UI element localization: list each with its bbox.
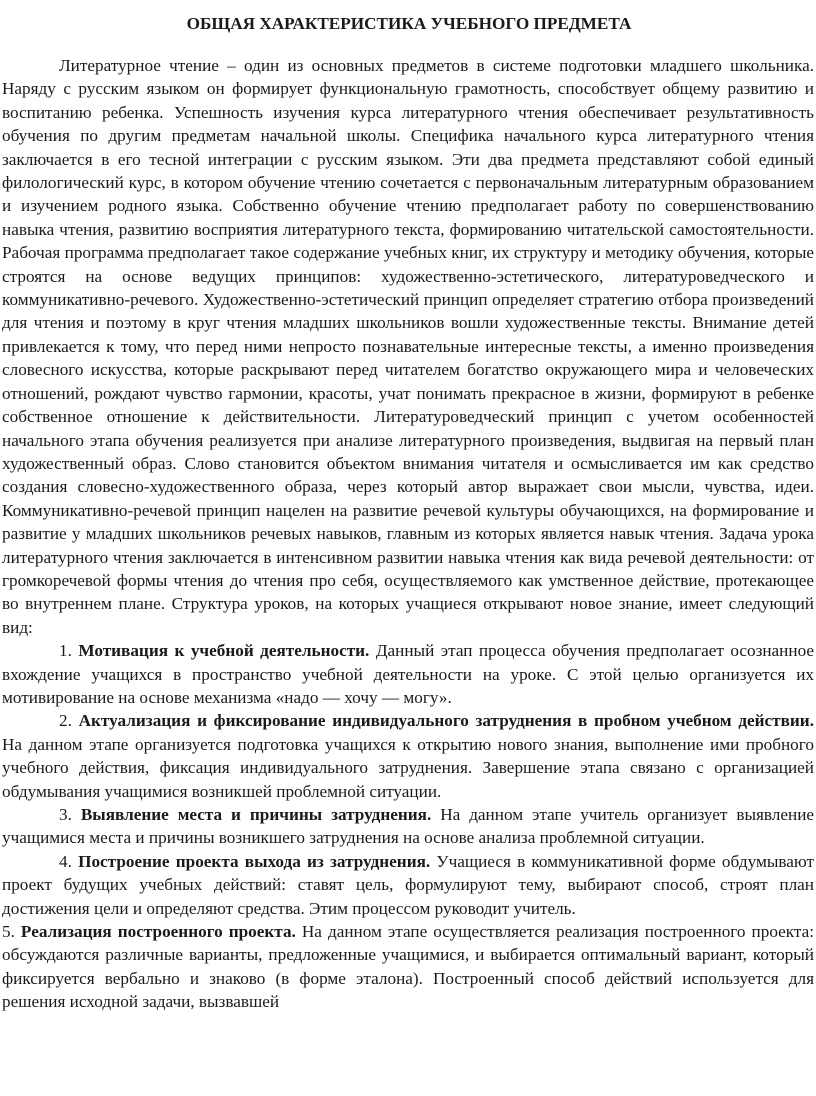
item-text: Данный этап процесса обучения предполагает осознанное вхождение учащихся в пространство учебной деятельности на уроке. С этой целью организуется их мотивирование на основе механизма «надо — хочу — могу». (2, 641, 815, 707)
item-text: На данном этапе учитель организует выявление учащимися места и причины возникшего затруднения на основе анализа проблемной ситуации. (2, 805, 815, 848)
list-item (2, 709, 814, 803)
item-heading: Мотивация к учебной деятельности. (78, 641, 370, 661)
list-item (2, 639, 814, 709)
item-heading: Реализация построенного проекта. (20, 922, 296, 942)
item-number: 2. (59, 711, 72, 731)
item-number: 3. (59, 805, 72, 824)
item-heading: Выявление места и причины затруднения. (80, 805, 432, 824)
list-item (2, 850, 814, 920)
list-item (2, 920, 814, 1014)
item-number: 5. (2, 922, 15, 942)
item-number: 4. (59, 851, 72, 871)
item-number: 1. (59, 641, 72, 661)
item-heading: Актуализация и фиксирование индивидуального затруднения в пробном учебном действии. (78, 711, 815, 731)
item-text: На данном этапе организуется подготовка учащихся к открытию нового знания, выполнение ими пробного учебного действия, фиксация индивидуального затруднения. Завершение этапа связано с организацией обдумывания учащимися возникшей проблемной ситуации. (2, 734, 814, 801)
item-text: Учащиеся в коммуникативной форме обдумывают проект будущих учебных действий: ставят цель, формулируют тему, выбирают способ, строят план достижения цели и определяют средства. Этим процессом руководит учитель. (2, 851, 815, 918)
item-text: На данном этапе осуществляется реализация построенного проекта: обсуждаются различные варианты, предложенные учащимися, и выбирается оптимальный вариант, который фиксируется вербально и знаково (в форме эталона). Построенный способ действий используется для решения исходной задачи, вызвавшей (2, 922, 815, 1012)
document-title: ОБЩАЯ ХАРАКТЕРИСТИКА УЧЕБНОГО ПРЕДМЕТА (186, 14, 632, 33)
intro-paragraph: Литературное чтение – один из основных предметов в системе подготовки младшего школьника. Наряду с русским языком он формирует функциональную грамотность, способствует общему развитию и воспитанию ребенка. Успешность изучения курса литературного чтения обеспечивает результативность обучения по другим предметам начальной школы. Специфика начального курса литературного чтения заключается в его тесной интеграции с русским языком. Эти два предмета представляют собой единый филологический курс, в котором обучение чтению сочетается с первоначальным литературным образованием и изучением родного языка. Собственно обучение чтению предполагает работу по совершенствованию навыка чтения, развитию восприятия литературного текста, формированию читательской самостоятельности. Рабочая программа предполагает такое содержание учебных книг, их структуру и методику обучения, которые строятся на основе ведущих принципов: художественно-эстетического, литературоведческого и коммуникативно-речевого. Художественно-эстетический принцип определяет стратегию отбора произведений для чтения и поэтому в круг чтения младших школьников вошли художественные тексты. Внимание детей привлекается к тому, что перед ними непросто познавательные интересные тексты, а именно произведения словесного искусства, которые раскрывают перед читателем богатство окружающего мира и человеческих отношений, рождают чувство гармонии, красоты, учат понимать прекрасное в жизни, формируют в ребенке собственное отношение к действительности. Литературоведческий принцип с учетом особенностей начального этапа обучения реализуется при анализе литературного произведения, выдвигая на первый план художественный образ. Слово становится объектом внимания читателя и осмысливается им как средство создания словесно-художественного образа, через который автор выражает свои мысли, чувства, идеи. Коммуникативно-речевой принцип нацелен на развитие речевой культуры обучающихся, на формирование и развитие у младших школьников речевых навыков, главным из которых является навык чтения. Задача урока литературного чтения заключается в интенсивном развитии навыка чтения как вида речевой деятельности: от громкоречевой формы чтения до чтения про себя, осуществляемого как умственное действие, протекающее во внутреннем плане. Структура уроков, на которых учащиеся открывают новое знание, имеет следующий вид: (2, 56, 814, 637)
item-heading: Построение проекта выхода из затруднения. (78, 851, 431, 871)
list-item (2, 803, 814, 850)
